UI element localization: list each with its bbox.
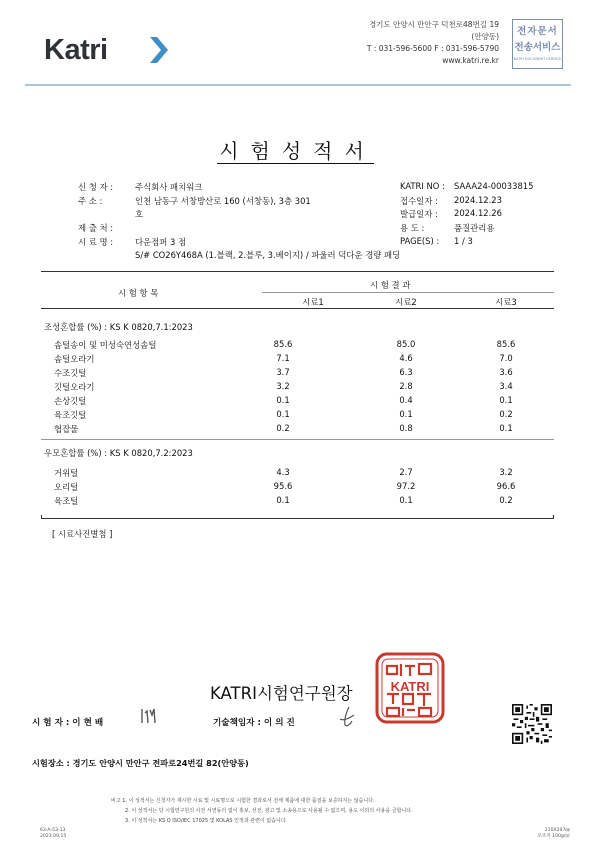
address-value-cont: 호 bbox=[135, 209, 144, 219]
table-left-tick bbox=[41, 515, 42, 519]
institute-address bbox=[367, 19, 499, 67]
row-value-s2: 0.4 bbox=[399, 395, 413, 405]
row-value-s3: 3.4 bbox=[499, 381, 513, 391]
sample1-header: 시료1 bbox=[302, 297, 324, 307]
row-value-s1: 0.1 bbox=[276, 495, 290, 505]
sample-name-label: 시 료 명 : bbox=[78, 237, 114, 247]
manager-signature-icon bbox=[336, 705, 358, 729]
applicant-value: 주식회사 패치워크 bbox=[135, 182, 203, 192]
row-name: 협잡물 bbox=[54, 424, 79, 434]
row-name: 깃털오라기 bbox=[54, 382, 95, 392]
table-right-tick bbox=[553, 515, 554, 519]
row-value-s1: 4.3 bbox=[276, 467, 290, 477]
row-name: 육조털 bbox=[54, 496, 79, 506]
form-number: 63-A-53-13 bbox=[40, 828, 66, 833]
title-underline bbox=[217, 163, 374, 164]
document-title: 시험성적서 bbox=[219, 139, 376, 163]
row-value-s3: 7.0 bbox=[499, 353, 513, 363]
row-name: 솜털오라기 bbox=[54, 354, 95, 364]
sample-name-value: 다운점퍼 3 점 bbox=[135, 237, 187, 247]
row-value-s2: 6.3 bbox=[399, 367, 413, 377]
row-value-s3: 3.6 bbox=[499, 367, 513, 377]
official-seal-icon bbox=[375, 652, 445, 724]
tester-label: 시 험 자 : 이 현 배 bbox=[32, 718, 104, 728]
row-value-s1: 7.1 bbox=[276, 353, 290, 363]
row-value-s1: 95.6 bbox=[273, 481, 293, 491]
row-value-s1: 3.7 bbox=[276, 367, 290, 377]
address-line: (안양동) bbox=[471, 32, 499, 41]
paper-size: 210X297㎜ bbox=[544, 828, 570, 833]
row-value-s1: 0.1 bbox=[276, 409, 290, 419]
down-feather-group-title: 우모혼합률 (%) : KS K 0820,7.2:2023 bbox=[44, 448, 193, 458]
row-value-s2: 0.1 bbox=[399, 409, 413, 419]
qr-code-icon[interactable] bbox=[512, 704, 552, 744]
photo-attachment-note: [ 시료사진별첨 ] bbox=[52, 529, 113, 539]
row-name: 손상깃털 bbox=[54, 396, 87, 406]
table-top-border bbox=[41, 271, 554, 272]
remark-line: 3. 이 성적서는 KS Q ISO/IEC 17025 및 KOLAS 인정과 관련이 없습니다. bbox=[125, 818, 288, 824]
address-label: 주 소 : bbox=[78, 196, 103, 206]
group-divider bbox=[41, 439, 554, 440]
institute-director-title: KATRI시험연구원장 bbox=[210, 684, 353, 703]
form-date: 2023.09.15 bbox=[40, 834, 67, 839]
row-value-s2: 2.7 bbox=[399, 467, 413, 477]
row-value-s1: 85.6 bbox=[273, 339, 293, 349]
row-value-s3: 0.1 bbox=[499, 423, 513, 433]
sample2-header: 시료2 bbox=[395, 297, 417, 307]
received-date-value: 2024.12.23 bbox=[454, 195, 502, 205]
row-value-s2: 85.0 bbox=[396, 339, 416, 349]
header-divider bbox=[25, 84, 571, 86]
row-value-s3: 0.2 bbox=[499, 495, 513, 505]
sample3-header: 시료3 bbox=[495, 297, 517, 307]
received-date-label: 접수일자 : bbox=[400, 196, 438, 206]
table-header-bottom-border bbox=[41, 308, 554, 309]
eseal-line2: 전송서비스 bbox=[514, 42, 561, 53]
electronic-document-seal bbox=[512, 19, 563, 69]
page-value: 1 / 3 bbox=[454, 236, 473, 246]
remark-line: 2. 이 성적서는 당 시험연구원의 사전 서면동의 없이 홍보, 선전, 광고 및 소송용으로 사용될 수 없으며, 용도 이외의 사용을 금합니다. bbox=[125, 808, 413, 814]
katri-no-value: SAAA24-00033815 bbox=[454, 181, 534, 191]
row-value-s3: 0.1 bbox=[499, 395, 513, 405]
row-value-s3: 3.2 bbox=[499, 467, 513, 477]
phone-fax-line: T : 031-596-5600 F : 031-596-5790 bbox=[366, 44, 499, 53]
eseal-line3: KATRI DOCUMENT SERVICE bbox=[513, 57, 562, 61]
row-value-s2: 0.1 bbox=[399, 495, 413, 505]
row-value-s2: 4.6 bbox=[399, 353, 413, 363]
logo-chevron-icon bbox=[147, 35, 171, 65]
katri-no-label: KATRI NO : bbox=[400, 181, 445, 191]
test-items-header: 시 험 항 목 bbox=[118, 288, 159, 298]
remark-line: 비고 1. 이 성적서는 신청자가 제시한 시료 및 시료명으로 시험한 결과로서 전체 제품에 대한 품질을 보증하지는 않습니다. bbox=[111, 798, 375, 804]
row-name: 거위털 bbox=[54, 468, 79, 478]
purpose-value: 품질관리용 bbox=[454, 223, 495, 233]
eseal-line1: 전자문서 bbox=[517, 26, 558, 37]
seal-katri-text: KATRI bbox=[390, 679, 430, 694]
row-value-s1: 0.2 bbox=[276, 423, 290, 433]
row-value-s1: 3.2 bbox=[276, 381, 290, 391]
form-code bbox=[40, 828, 66, 840]
issued-date-value: 2024.12.26 bbox=[454, 208, 502, 218]
row-name: 솜털송이 및 미성숙연성솜털 bbox=[54, 340, 157, 350]
row-value-s2: 97.2 bbox=[396, 481, 416, 491]
row-value-s3: 85.6 bbox=[496, 339, 516, 349]
paper-weight: 모조지 100g/㎡ bbox=[537, 834, 570, 839]
submitter-label: 제 출 처 : bbox=[78, 223, 114, 233]
table-bottom-border bbox=[41, 518, 554, 519]
test-results-header: 시 험 결 과 bbox=[370, 280, 411, 290]
test-location: 시험장소 : 경기도 안양시 만안구 전파로24번길 82(안양동) bbox=[32, 758, 249, 768]
purpose-label: 용 도 : bbox=[400, 223, 425, 233]
paper-spec bbox=[537, 828, 570, 840]
table-header-divider bbox=[262, 292, 554, 293]
katri-logo: Katri bbox=[44, 34, 108, 66]
website-line: www.katri.re.kr bbox=[442, 56, 499, 65]
remarks-block bbox=[111, 796, 413, 826]
composition-group-title: 조성혼합률 (%) : KS K 0820,7.1:2023 bbox=[44, 322, 193, 332]
row-value-s3: 96.6 bbox=[496, 481, 516, 491]
row-name: 오리털 bbox=[54, 482, 79, 492]
row-value-s2: 2.8 bbox=[399, 381, 413, 391]
address-value: 인천 남동구 서창방산로 160 (서창동), 3층 301 bbox=[135, 196, 311, 206]
applicant-label: 신 청 자 : bbox=[78, 182, 114, 192]
row-value-s1: 0.1 bbox=[276, 395, 290, 405]
row-value-s3: 0.2 bbox=[499, 409, 513, 419]
sample-description: S/# CO26Y468A (1.블랙, 2.블루, 3.베이지) / 파울러 덕다운 경량 패딩 bbox=[135, 250, 401, 260]
technical-manager-label: 기술책임자 : 이 의 진 bbox=[213, 718, 295, 728]
page-label: PAGE(S) : bbox=[400, 236, 440, 246]
row-value-s2: 0.8 bbox=[399, 423, 413, 433]
row-name: 육조깃털 bbox=[54, 410, 87, 420]
address-line: 경기도 안양시 만안구 덕천로48번길 19 bbox=[368, 20, 499, 29]
issued-date-label: 발급일자 : bbox=[400, 209, 438, 219]
tester-signature-icon bbox=[138, 705, 160, 727]
row-name: 수조깃털 bbox=[54, 368, 87, 378]
